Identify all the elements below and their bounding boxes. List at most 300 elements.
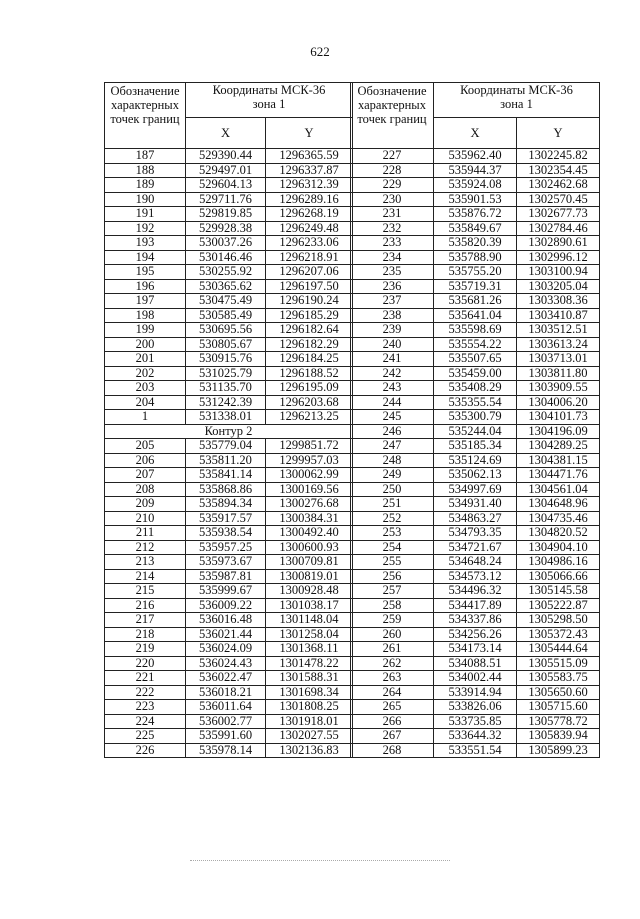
table-row <box>351 700 600 715</box>
table-row <box>351 598 600 613</box>
y-coordinate-cell: 1296249.48 <box>266 221 353 236</box>
table-row <box>351 207 600 222</box>
x-coordinate-cell: 530585.49 <box>186 308 266 323</box>
x-coordinate-cell: 535841.14 <box>186 468 266 483</box>
y-coordinate-cell: 1300169.56 <box>266 482 353 497</box>
table-row <box>351 149 600 164</box>
x-coordinate-cell: 536022.47 <box>186 671 266 686</box>
table-row <box>105 540 353 555</box>
x-coordinate-cell: 535973.67 <box>186 555 266 570</box>
coord-system-header: Координаты МСК-36 зона 1 <box>186 83 353 118</box>
x-coordinate-cell: 536024.09 <box>186 642 266 657</box>
table-row <box>105 584 353 599</box>
table-row <box>105 627 353 642</box>
point-number-cell: 244 <box>351 395 434 410</box>
y-coordinate-cell: 1305839.94 <box>517 729 600 744</box>
point-number-cell: 189 <box>105 178 186 193</box>
table-row <box>105 323 353 338</box>
table-row <box>105 352 353 367</box>
point-number-cell: 196 <box>105 279 186 294</box>
x-coordinate-cell: 534496.32 <box>434 584 517 599</box>
coordinates-table-left <box>104 82 353 758</box>
point-number-cell: 235 <box>351 265 434 280</box>
table-row <box>351 163 600 178</box>
x-coordinate-cell: 530365.62 <box>186 279 266 294</box>
y-coordinate-cell: 1304986.16 <box>517 555 600 570</box>
point-number-cell: 229 <box>351 178 434 193</box>
y-coordinate-cell: 1300600.93 <box>266 540 353 555</box>
point-number-cell: 251 <box>351 497 434 512</box>
y-coordinate-cell: 1302570.45 <box>517 192 600 207</box>
table-row <box>351 729 600 744</box>
contour-label: Контур 2 <box>105 424 353 439</box>
y-coordinate-cell: 1300384.31 <box>266 511 353 526</box>
y-coordinate-cell: 1296312.39 <box>266 178 353 193</box>
table-row <box>105 743 353 758</box>
table-header <box>105 83 353 149</box>
point-number-cell: 253 <box>351 526 434 541</box>
table-row <box>351 250 600 265</box>
point-number-cell: 248 <box>351 453 434 468</box>
x-coordinate-cell: 535868.86 <box>186 482 266 497</box>
point-label-header: Обозначение характерных точек границ <box>351 83 434 149</box>
point-number-cell: 212 <box>105 540 186 555</box>
point-number-cell: 261 <box>351 642 434 657</box>
y-coordinate-cell: 1305222.87 <box>517 598 600 613</box>
x-coordinate-cell: 533644.32 <box>434 729 517 744</box>
point-number-cell: 267 <box>351 729 434 744</box>
table-row <box>351 497 600 512</box>
point-number-cell: 239 <box>351 323 434 338</box>
y-coordinate-cell: 1296182.29 <box>266 337 353 352</box>
point-number-cell: 190 <box>105 192 186 207</box>
y-coordinate-cell: 1303512.51 <box>517 323 600 338</box>
table-row <box>351 526 600 541</box>
point-number-cell: 219 <box>105 642 186 657</box>
table-row <box>105 526 353 541</box>
y-coordinate-cell: 1304006.20 <box>517 395 600 410</box>
point-number-cell: 264 <box>351 685 434 700</box>
table-row <box>351 410 600 425</box>
x-coordinate-cell: 536011.64 <box>186 700 266 715</box>
point-number-cell: 195 <box>105 265 186 280</box>
x-coordinate-cell: 535849.67 <box>434 221 517 236</box>
x-coordinate-cell: 531338.01 <box>186 410 266 425</box>
x-coordinate-cell: 530915.76 <box>186 352 266 367</box>
point-number-cell: 241 <box>351 352 434 367</box>
x-coordinate-cell: 535944.37 <box>434 163 517 178</box>
x-coordinate-cell: 535459.00 <box>434 366 517 381</box>
point-number-cell: 256 <box>351 569 434 584</box>
point-number-cell: 223 <box>105 700 186 715</box>
table-row <box>351 424 600 439</box>
x-coordinate-cell: 535917.57 <box>186 511 266 526</box>
x-coordinate-cell: 535987.81 <box>186 569 266 584</box>
x-header: X <box>434 118 517 149</box>
y-coordinate-cell: 1305899.23 <box>517 743 600 758</box>
point-number-cell: 222 <box>105 685 186 700</box>
table-row <box>105 337 353 352</box>
table-row <box>105 279 353 294</box>
x-coordinate-cell: 535244.04 <box>434 424 517 439</box>
table-row <box>105 468 353 483</box>
y-coordinate-cell: 1302890.61 <box>517 236 600 251</box>
x-coordinate-cell: 535755.20 <box>434 265 517 280</box>
x-coordinate-cell: 535300.79 <box>434 410 517 425</box>
y-coordinate-cell: 1303713.01 <box>517 352 600 367</box>
page-fold-line <box>190 860 450 862</box>
y-coordinate-cell: 1303613.24 <box>517 337 600 352</box>
point-number-cell: 246 <box>351 424 434 439</box>
point-number-cell: 230 <box>351 192 434 207</box>
x-header: X <box>186 118 266 149</box>
point-number-cell: 205 <box>105 439 186 454</box>
x-coordinate-cell: 533735.85 <box>434 714 517 729</box>
y-coordinate-cell: 1303909.55 <box>517 381 600 396</box>
table-row <box>105 453 353 468</box>
table-row <box>351 337 600 352</box>
table-row <box>105 294 353 309</box>
table-row <box>351 627 600 642</box>
y-coordinate-cell: 1296182.64 <box>266 323 353 338</box>
x-coordinate-cell: 534721.67 <box>434 540 517 555</box>
y-coordinate-cell: 1301368.11 <box>266 642 353 657</box>
point-number-cell: 197 <box>105 294 186 309</box>
point-number-cell: 247 <box>351 439 434 454</box>
y-coordinate-cell: 1305444.64 <box>517 642 600 657</box>
point-number-cell: 201 <box>105 352 186 367</box>
x-coordinate-cell: 530805.67 <box>186 337 266 352</box>
table-row <box>351 642 600 657</box>
y-coordinate-cell: 1296195.09 <box>266 381 353 396</box>
table-row <box>105 700 353 715</box>
point-number-cell: 204 <box>105 395 186 410</box>
contour-row <box>105 424 353 439</box>
table-row <box>351 221 600 236</box>
point-number-cell: 245 <box>351 410 434 425</box>
x-coordinate-cell: 535554.22 <box>434 337 517 352</box>
table-row <box>351 613 600 628</box>
x-coordinate-cell: 535991.60 <box>186 729 266 744</box>
y-coordinate-cell: 1304561.04 <box>517 482 600 497</box>
point-number-cell: 210 <box>105 511 186 526</box>
table-row <box>351 584 600 599</box>
table-row <box>105 395 353 410</box>
point-number-cell: 216 <box>105 598 186 613</box>
y-coordinate-cell: 1300709.81 <box>266 555 353 570</box>
point-number-cell: 257 <box>351 584 434 599</box>
x-coordinate-cell: 535962.40 <box>434 149 517 164</box>
table-row <box>105 192 353 207</box>
y-coordinate-cell: 1302996.12 <box>517 250 600 265</box>
point-number-cell: 218 <box>105 627 186 642</box>
x-coordinate-cell: 533914.94 <box>434 685 517 700</box>
y-coordinate-cell: 1302136.83 <box>266 743 353 758</box>
x-coordinate-cell: 531135.70 <box>186 381 266 396</box>
x-coordinate-cell: 534931.40 <box>434 497 517 512</box>
table-row <box>105 569 353 584</box>
point-number-cell: 220 <box>105 656 186 671</box>
point-number-cell: 226 <box>105 743 186 758</box>
y-coordinate-cell: 1301698.34 <box>266 685 353 700</box>
point-number-cell: 206 <box>105 453 186 468</box>
table-row <box>351 308 600 323</box>
x-coordinate-cell: 535901.53 <box>434 192 517 207</box>
table-row <box>105 207 353 222</box>
x-coordinate-cell: 535719.31 <box>434 279 517 294</box>
y-coordinate-cell: 1296184.25 <box>266 352 353 367</box>
x-coordinate-cell: 534417.89 <box>434 598 517 613</box>
table-row <box>351 685 600 700</box>
x-coordinate-cell: 529928.38 <box>186 221 266 236</box>
x-coordinate-cell: 535820.39 <box>434 236 517 251</box>
table-row <box>351 743 600 758</box>
x-coordinate-cell: 535185.34 <box>434 439 517 454</box>
point-number-cell: 198 <box>105 308 186 323</box>
y-coordinate-cell: 1302027.55 <box>266 729 353 744</box>
y-coordinate-cell: 1296337.87 <box>266 163 353 178</box>
y-coordinate-cell: 1305066.66 <box>517 569 600 584</box>
x-coordinate-cell: 534002.44 <box>434 671 517 686</box>
table-row <box>351 366 600 381</box>
x-coordinate-cell: 535681.26 <box>434 294 517 309</box>
table-row <box>105 555 353 570</box>
table-row <box>105 149 353 164</box>
table-row <box>105 221 353 236</box>
y-coordinate-cell: 1304471.76 <box>517 468 600 483</box>
table-row <box>105 511 353 526</box>
point-number-cell: 259 <box>351 613 434 628</box>
point-number-cell: 231 <box>351 207 434 222</box>
y-coordinate-cell: 1304381.15 <box>517 453 600 468</box>
y-coordinate-cell: 1305715.60 <box>517 700 600 715</box>
x-coordinate-cell: 530146.46 <box>186 250 266 265</box>
y-coordinate-cell: 1305372.43 <box>517 627 600 642</box>
x-coordinate-cell: 531025.79 <box>186 366 266 381</box>
x-coordinate-cell: 534256.26 <box>434 627 517 642</box>
point-number-cell: 252 <box>351 511 434 526</box>
y-coordinate-cell: 1305583.75 <box>517 671 600 686</box>
table-body-right <box>351 149 600 758</box>
y-coordinate-cell: 1300492.40 <box>266 526 353 541</box>
y-coordinate-cell: 1296197.50 <box>266 279 353 294</box>
point-number-cell: 238 <box>351 308 434 323</box>
point-number-cell: 236 <box>351 279 434 294</box>
y-coordinate-cell: 1296185.29 <box>266 308 353 323</box>
y-coordinate-cell: 1296203.68 <box>266 395 353 410</box>
point-number-cell: 258 <box>351 598 434 613</box>
y-coordinate-cell: 1303410.87 <box>517 308 600 323</box>
y-coordinate-cell: 1303308.36 <box>517 294 600 309</box>
table-row <box>105 250 353 265</box>
point-number-cell: 242 <box>351 366 434 381</box>
y-coordinate-cell: 1304648.96 <box>517 497 600 512</box>
y-coordinate-cell: 1303205.04 <box>517 279 600 294</box>
y-coordinate-cell: 1301918.01 <box>266 714 353 729</box>
point-number-cell: 237 <box>351 294 434 309</box>
y-coordinate-cell: 1300276.68 <box>266 497 353 512</box>
point-number-cell: 200 <box>105 337 186 352</box>
table-row <box>351 178 600 193</box>
point-number-cell: 1 <box>105 410 186 425</box>
point-number-cell: 193 <box>105 236 186 251</box>
x-coordinate-cell: 530037.26 <box>186 236 266 251</box>
table-row <box>105 714 353 729</box>
y-coordinate-cell: 1300062.99 <box>266 468 353 483</box>
coord-system-header: Координаты МСК-36 зона 1 <box>434 83 600 118</box>
x-coordinate-cell: 534648.24 <box>434 555 517 570</box>
table-row <box>351 555 600 570</box>
y-coordinate-cell: 1296289.16 <box>266 192 353 207</box>
point-number-cell: 215 <box>105 584 186 599</box>
point-number-cell: 225 <box>105 729 186 744</box>
point-label-header: Обозначение характерных точек границ <box>105 83 186 149</box>
y-coordinate-cell: 1296213.25 <box>266 410 353 425</box>
point-number-cell: 249 <box>351 468 434 483</box>
point-number-cell: 194 <box>105 250 186 265</box>
x-coordinate-cell: 535938.54 <box>186 526 266 541</box>
point-number-cell: 260 <box>351 627 434 642</box>
table-row <box>351 540 600 555</box>
y-coordinate-cell: 1304735.46 <box>517 511 600 526</box>
table-row <box>351 323 600 338</box>
y-coordinate-cell: 1302462.68 <box>517 178 600 193</box>
y-coordinate-cell: 1305298.50 <box>517 613 600 628</box>
point-number-cell: 213 <box>105 555 186 570</box>
y-coordinate-cell: 1302354.45 <box>517 163 600 178</box>
point-number-cell: 232 <box>351 221 434 236</box>
y-coordinate-cell: 1302245.82 <box>517 149 600 164</box>
point-number-cell: 192 <box>105 221 186 236</box>
table-row <box>351 569 600 584</box>
table-row <box>351 671 600 686</box>
x-coordinate-cell: 535779.04 <box>186 439 266 454</box>
x-coordinate-cell: 534997.69 <box>434 482 517 497</box>
x-coordinate-cell: 535598.69 <box>434 323 517 338</box>
x-coordinate-cell: 535788.90 <box>434 250 517 265</box>
x-coordinate-cell: 535924.08 <box>434 178 517 193</box>
x-coordinate-cell: 536009.22 <box>186 598 266 613</box>
x-coordinate-cell: 535355.54 <box>434 395 517 410</box>
x-coordinate-cell: 529497.01 <box>186 163 266 178</box>
point-number-cell: 234 <box>351 250 434 265</box>
y-coordinate-cell: 1305145.58 <box>517 584 600 599</box>
y-coordinate-cell: 1305778.72 <box>517 714 600 729</box>
y-coordinate-cell: 1300819.01 <box>266 569 353 584</box>
x-coordinate-cell: 536024.43 <box>186 656 266 671</box>
table-row <box>351 395 600 410</box>
x-coordinate-cell: 535811.20 <box>186 453 266 468</box>
y-coordinate-cell: 1304289.25 <box>517 439 600 454</box>
table-row <box>351 352 600 367</box>
table-row <box>351 294 600 309</box>
point-number-cell: 250 <box>351 482 434 497</box>
y-coordinate-cell: 1301258.04 <box>266 627 353 642</box>
point-number-cell: 207 <box>105 468 186 483</box>
table-row <box>105 178 353 193</box>
x-coordinate-cell: 535876.72 <box>434 207 517 222</box>
y-coordinate-cell: 1304820.52 <box>517 526 600 541</box>
table-header <box>351 83 600 149</box>
x-coordinate-cell: 535894.34 <box>186 497 266 512</box>
x-coordinate-cell: 535408.29 <box>434 381 517 396</box>
y-coordinate-cell: 1303811.80 <box>517 366 600 381</box>
point-number-cell: 208 <box>105 482 186 497</box>
y-coordinate-cell: 1296365.59 <box>266 149 353 164</box>
y-coordinate-cell: 1301038.17 <box>266 598 353 613</box>
x-coordinate-cell: 529711.76 <box>186 192 266 207</box>
y-coordinate-cell: 1302784.46 <box>517 221 600 236</box>
point-number-cell: 224 <box>105 714 186 729</box>
x-coordinate-cell: 535507.65 <box>434 352 517 367</box>
y-coordinate-cell: 1302677.73 <box>517 207 600 222</box>
y-coordinate-cell: 1296207.06 <box>266 265 353 280</box>
x-coordinate-cell: 530255.92 <box>186 265 266 280</box>
table-row <box>105 236 353 251</box>
page-number: 622 <box>310 44 330 59</box>
y-coordinate-cell: 1304101.73 <box>517 410 600 425</box>
x-coordinate-cell: 533826.06 <box>434 700 517 715</box>
x-coordinate-cell: 536002.77 <box>186 714 266 729</box>
x-coordinate-cell: 534088.51 <box>434 656 517 671</box>
y-coordinate-cell: 1305515.09 <box>517 656 600 671</box>
table-row <box>105 366 353 381</box>
y-coordinate-cell: 1301148.04 <box>266 613 353 628</box>
table-row <box>105 729 353 744</box>
x-coordinate-cell: 534173.14 <box>434 642 517 657</box>
point-number-cell: 265 <box>351 700 434 715</box>
table-row <box>105 381 353 396</box>
table-row <box>105 482 353 497</box>
table-row <box>351 236 600 251</box>
table-row <box>351 192 600 207</box>
x-coordinate-cell: 534337.86 <box>434 613 517 628</box>
table-row <box>351 265 600 280</box>
point-number-cell: 209 <box>105 497 186 512</box>
x-coordinate-cell: 535641.04 <box>434 308 517 323</box>
x-coordinate-cell: 535957.25 <box>186 540 266 555</box>
table-row <box>351 656 600 671</box>
x-coordinate-cell: 529819.85 <box>186 207 266 222</box>
point-number-cell: 217 <box>105 613 186 628</box>
coordinates-table-right <box>350 82 600 758</box>
point-number-cell: 254 <box>351 540 434 555</box>
point-number-cell: 221 <box>105 671 186 686</box>
x-coordinate-cell: 536021.44 <box>186 627 266 642</box>
point-number-cell: 211 <box>105 526 186 541</box>
y-coordinate-cell: 1299957.03 <box>266 453 353 468</box>
y-coordinate-cell: 1296190.24 <box>266 294 353 309</box>
x-coordinate-cell: 535999.67 <box>186 584 266 599</box>
x-coordinate-cell: 535124.69 <box>434 453 517 468</box>
y-coordinate-cell: 1300928.48 <box>266 584 353 599</box>
point-number-cell: 243 <box>351 381 434 396</box>
table-row <box>105 308 353 323</box>
x-coordinate-cell: 533551.54 <box>434 743 517 758</box>
point-number-cell: 240 <box>351 337 434 352</box>
point-number-cell: 263 <box>351 671 434 686</box>
table-row <box>105 410 353 425</box>
table-row <box>105 656 353 671</box>
x-coordinate-cell: 529604.13 <box>186 178 266 193</box>
point-number-cell: 203 <box>105 381 186 396</box>
point-number-cell: 191 <box>105 207 186 222</box>
x-coordinate-cell: 530695.56 <box>186 323 266 338</box>
table-row <box>105 613 353 628</box>
x-coordinate-cell: 530475.49 <box>186 294 266 309</box>
table-row <box>351 453 600 468</box>
point-number-cell: 188 <box>105 163 186 178</box>
